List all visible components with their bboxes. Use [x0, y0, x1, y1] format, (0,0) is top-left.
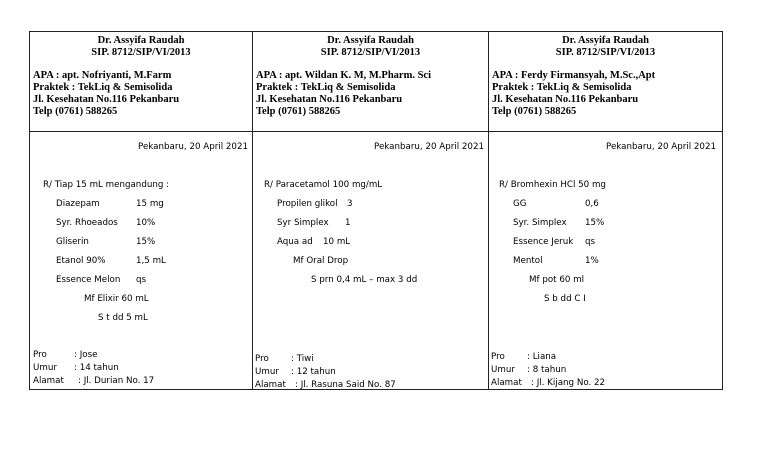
doctor-name: Dr. Assyifa Raudah [97, 35, 185, 46]
prescription-header [253, 32, 488, 132]
recipe-header: R/ Bromhexin HCl 50 mg [499, 180, 606, 190]
praktek-line: Praktek : TekLiq & Semisolida [492, 82, 632, 93]
umur-value: : 12 tahun [291, 367, 336, 377]
umur-value: : 14 tahun [74, 363, 119, 373]
pro-value: : Liana [527, 352, 557, 362]
alamat-value: : Jl. Rasuna Said No. 87 [295, 380, 396, 390]
sip-number: SIP. 8712/SIP/VI/2013 [320, 47, 421, 58]
ingredient-amount: 1 [345, 218, 351, 228]
recipe-header: R/ Paracetamol 100 mg/mL [264, 180, 383, 190]
ingredient-amount: 10% [136, 218, 156, 228]
praktek-line: Praktek : TekLiq & Semisolida [256, 82, 396, 93]
umur-label: Umur [491, 365, 515, 375]
pro-value: : Tiwi [291, 354, 314, 364]
signa-line: S b dd C I [544, 294, 586, 304]
apa-line: APA : apt. Wildan K. M, M.Pharm. Sci [256, 70, 432, 81]
mf-line: Mf Oral Drop [293, 256, 349, 266]
phone-line: Telp (0761) 588265 [256, 106, 341, 117]
praktek-line: Praktek : TekLiq & Semisolida [33, 82, 173, 93]
prescription-card-1 [30, 32, 253, 389]
phone-line: Telp (0761) 588265 [33, 106, 118, 117]
prescription-table [29, 31, 723, 390]
ingredient-name: GG [513, 199, 527, 209]
prescription-header [30, 32, 252, 132]
alamat-label: Alamat [491, 378, 522, 388]
ingredient-name: Essence Melon [56, 275, 121, 285]
prescription-card-2 [253, 32, 489, 389]
prescription-header [489, 32, 722, 132]
recipe-header: R/ Tiap 15 mL mengandung : [43, 180, 170, 190]
ingredient-name: Propilen glikol [277, 199, 338, 209]
ingredient-name: Syr. Rhoeados [56, 218, 118, 228]
pro-label: Pro [33, 350, 47, 360]
ingredient-amount: 1,5 mL [136, 256, 166, 266]
umur-label: Umur [33, 363, 57, 373]
ingredient-amount: qs [585, 237, 596, 247]
ingredient-amount: 3 [347, 199, 353, 209]
address-line: Jl. Kesehatan No.116 Pekanbaru [256, 94, 403, 105]
ingredient-amount: 1% [585, 256, 599, 266]
ingredient-amount: qs [136, 275, 147, 285]
ingredient-name: Aqua ad [277, 237, 313, 247]
prescription-date: Pekanbaru, 20 April 2021 [606, 142, 716, 152]
ingredient-name: Syr. Simplex [513, 218, 567, 228]
phone-line: Telp (0761) 588265 [492, 106, 577, 117]
apa-line: APA : Ferdy Firmansyah, M.Sc.,Apt [492, 70, 656, 81]
pro-label: Pro [491, 352, 505, 362]
mf-line: Mf Elixir 60 mL [84, 294, 149, 304]
signa-line: S t dd 5 mL [98, 313, 148, 323]
sip-number: SIP. 8712/SIP/VI/2013 [91, 47, 191, 58]
doctor-name: Dr. Assyifa Raudah [562, 35, 649, 46]
ingredient-name: Diazepam [56, 199, 100, 209]
prescription-card-3 [489, 32, 722, 389]
ingredient-amount: 15 mg [136, 199, 164, 209]
signa-line: S prn 0,4 mL – max 3 dd [311, 275, 418, 285]
alamat-value: : Jl. Durian No. 17 [78, 376, 155, 386]
ingredient-name: Syr Simplex [277, 218, 329, 228]
sip-number: SIP. 8712/SIP/VI/2013 [555, 47, 656, 58]
prescription-date: Pekanbaru, 20 April 2021 [138, 142, 248, 152]
alamat-label: Alamat [33, 376, 64, 386]
umur-label: Umur [255, 367, 279, 377]
mf-line: Mf pot 60 ml [529, 275, 585, 285]
ingredient-amount: 10 mL [323, 237, 351, 247]
address-line: Jl. Kesehatan No.116 Pekanbaru [33, 94, 180, 105]
address-line: Jl. Kesehatan No.116 Pekanbaru [492, 94, 639, 105]
ingredient-name: Essence Jeruk [513, 237, 574, 247]
ingredient-name: Etanol 90% [56, 256, 106, 266]
prescription-date: Pekanbaru, 20 April 2021 [374, 142, 484, 152]
ingredient-amount: 15% [136, 237, 156, 247]
apa-line: APA : apt. Nofriyanti, M.Farm [33, 70, 172, 81]
ingredient-amount: 15% [585, 218, 605, 228]
ingredient-amount: 0,6 [585, 199, 599, 209]
ingredient-name: Mentol [513, 256, 543, 266]
pro-label: Pro [255, 354, 269, 364]
doctor-name: Dr. Assyifa Raudah [327, 35, 414, 46]
pro-value: : Jose [74, 350, 98, 360]
alamat-value: : Jl. Kijang No. 22 [531, 378, 606, 388]
ingredient-name: Gliserin [56, 237, 89, 247]
alamat-label: Alamat [255, 380, 286, 390]
umur-value: : 8 tahun [527, 365, 567, 375]
